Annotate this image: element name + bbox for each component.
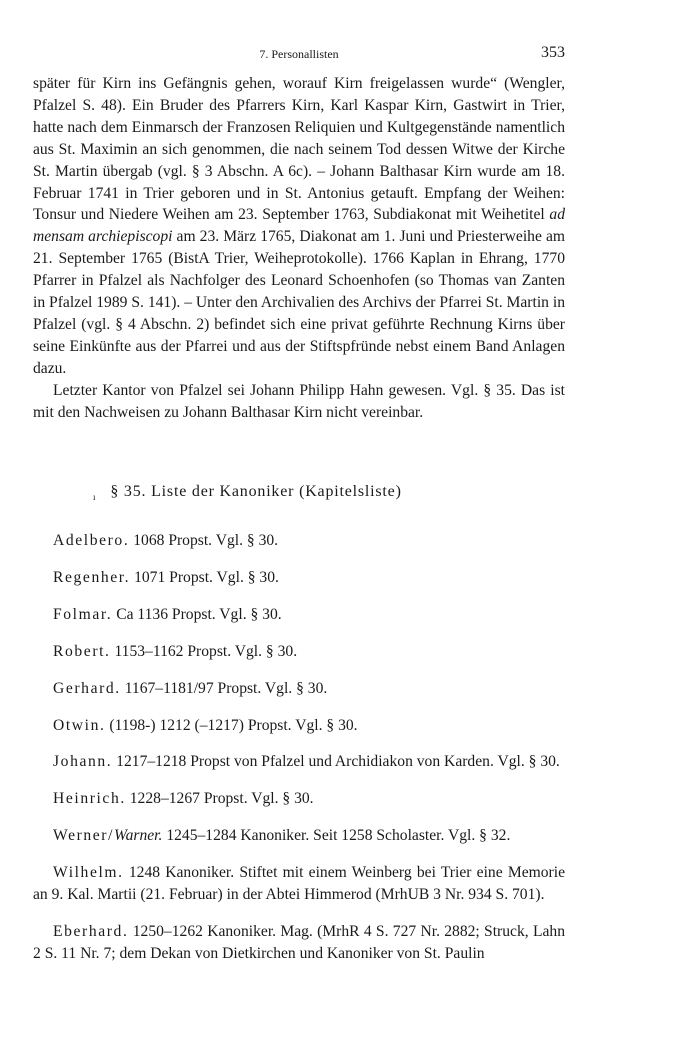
list-item: Robert. 1153–1162 Propst. Vgl. § 30. (53, 642, 298, 660)
margin-mark: ı (93, 492, 97, 502)
canon-name: Regenher. (53, 568, 131, 586)
list-item: Regenher. 1071 Propst. Vgl. § 30. (53, 568, 279, 586)
section-title: § 35. Liste der Kanoniker (Kapitelsliste) (110, 483, 402, 500)
list-item: Johann. 1217–1218 Propst von Pfalzel und Archidiakon von Karden. Vgl. § 30. (53, 753, 560, 771)
list-item: Heinrich. 1228–1267 Propst. Vgl. § 30. (53, 790, 314, 808)
canon-name: Johann. (53, 753, 113, 771)
paragraph-kirn: später für Kirn ins Gefängnis gehen, worauf Kirn freigelassen wurde“ (Wengler, Pfalzel S. 48). Ein Bruder des Pfarrers Kirn, Karl Kaspar Kirn, Gastwirt in Trier, hatte nach dem Einmarsch der Franzosen Reliquien und Kultgegenstände namentlich aus St. Maximin an sich genommen, die nach seinem Tod dessen Witwe der Kirche St. Martin übergab (vgl. § 3 Abschn. A 6c). – Johann Balthasar Kirn wurde am 18. Februar 1741 in Trier geboren und in St. Antonius getauft. Empfang der Weihen: Tonsur und Niedere Weihen am 23. September 1763, Subdiakonat mit Weihetitel ad mensam archiepiscopi am 23. März 1765, Diakonat am 1. Juni und Priesterweihe am 21. September 1765 (BistA Trier, Weiheprotokolle). 1766 Kaplan in Ehrang, 1770 Pfarrer in Pfalzel als Nachfolger des Leonard Schoenhofen (so Thomas van Zanten in Pfalzel 1989 S. 141). – Unter den Archivalien des Archivs der Pfarrei St. Martin in Pfalzel (vgl. § 4 Abschn. 2) befindet sich eine privat geführte Rechnung Kirns über seine Einkünfte aus der Pfarrei und aus der Stiftspfründe nebst einem Band Anlagen dazu. (33, 75, 565, 377)
section-heading (93, 483, 402, 501)
canon-name-variant: Warner. (114, 827, 163, 845)
running-head (33, 44, 565, 64)
canon-list (33, 530, 565, 980)
list-item: Otwin. (1198-) 1212 (–1217) Propst. Vgl. § 30. (53, 716, 358, 734)
body-text (33, 73, 565, 424)
canon-name: Wilhelm. (53, 864, 124, 882)
list-item: Eberhard. 1250–1262 Kanoniker. Mag. (MrhR 4 S. 727 Nr. 2882; Struck, Lahn 2 S. 11 Nr. 7; dem Dekan von Dietkirchen und Kanoniker von St. Paulin (33, 922, 565, 962)
canon-name: Folmar. (53, 605, 113, 623)
list-item: Gerhard. 1167–1181/97 Propst. Vgl. § 30. (53, 679, 328, 697)
canon-name: Heinrich. (53, 790, 126, 808)
list-item: Wilhelm. 1248 Kanoniker. Stiftet mit einem Weinberg bei Trier eine Memorie an 9. Kal. Martii (21. Februar) in der Abtei Himmerod (MrhUB 3 Nr. 934 S. 701). (33, 864, 565, 904)
list-item: Adelbero. 1068 Propst. Vgl. § 30. (53, 532, 279, 549)
canon-name: Gerhard. (53, 679, 121, 697)
canon-name: Werner/ (53, 827, 115, 845)
canon-name: Adelbero. (53, 532, 130, 549)
list-item: Folmar. Ca 1136 Propst. Vgl. § 30. (53, 605, 282, 623)
running-title: 7. Personallisten (259, 47, 339, 61)
canon-name: Otwin. (53, 716, 106, 734)
page-number: 353 (541, 44, 565, 61)
paragraph-kantor: Letzter Kantor von Pfalzel sei Johann Philipp Hahn gewesen. Vgl. § 35. Das ist mit den Nachweisen zu Johann Balthasar Kirn nicht vereinbar. (33, 381, 565, 421)
canon-name: Eberhard. (53, 922, 129, 940)
canon-name: Robert. (53, 642, 111, 660)
list-item: Werner/Warner. 1245–1284 Kanoniker. Seit 1258 Scholaster. Vgl. § 32. (53, 827, 511, 845)
latin-phrase: ad mensam archiepiscopi (33, 206, 565, 246)
